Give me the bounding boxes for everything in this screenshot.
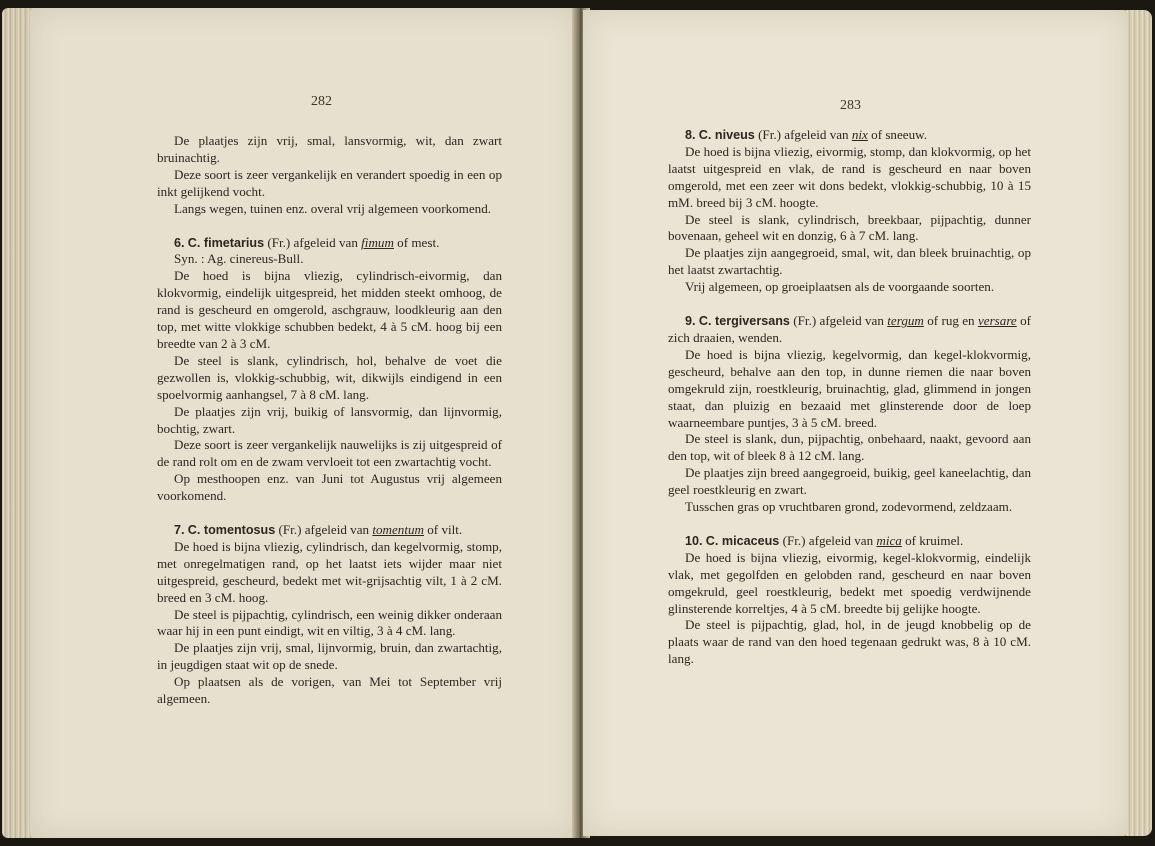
- page-number-right: 283: [840, 98, 861, 113]
- species-heading-10: 10. C. micaceus (Fr.) afgeleid van mica of kruimel.: [685, 532, 964, 548]
- paragraph: De plaatjes zijn vrij, buikig of lansvormig, dan lijnvormig, bochtig, zwart.: [157, 403, 502, 436]
- paragraph: De hoed is bijna vliezig, kegelvormig, dan kegel-klokvormig, gescheurd, behalve aan den top, in dunne riemen die naar boven omgekruld zijn, roestkleurig, bruinachtig, glad, glimmend in jongen staat, dan pluizig en bezaaid met glinsterende door de loep waarneembare puntjes, 3 à 5 cM. breed.: [668, 346, 1031, 430]
- right-page-text: [668, 127, 1031, 668]
- species-name: C. tergiversans: [698, 314, 790, 329]
- paragraph: De hoed is bijna vliezig, cylindrisch-eivormig, dan klokvormig, eindelijk uitgespreid, het midden steekt omhoog, de rand is gescheurd en omgerold, aschgrauw, loodkleurig aan den top, met witte vlokkige schubben bedekt, 4 à 5 cM. hoog bij een breedte van 2 à 3 cM.: [157, 268, 502, 351]
- paragraph: Vrij algemeen, op groeiplaatsen als de voorgaande soorten.: [685, 279, 995, 295]
- species-number: 9.: [685, 314, 696, 329]
- paragraph: Op mesthoopen enz. van Juni tot Augustus vrij algemeen voorkomend.: [157, 471, 502, 504]
- paragraph: De plaatjes zijn vrij, smal, lansvormig, wit, dan zwart bruinachtig.: [157, 133, 502, 165]
- etymology-word: fimum: [361, 234, 394, 250]
- page-number-left: 282: [311, 94, 332, 109]
- paragraph: De steel is pijpachtig, cylindrisch, een weinig dikker onderaan waar hij in een punt eindigt, wit en viltig, 3 à 4 cM. lang.: [157, 606, 502, 639]
- etymology-word: tomentum: [372, 522, 424, 538]
- paragraph: De steel is slank, dun, pijpachtig, onbehaard, naakt, gevoord aan den top, wit of bleek 8 à 12 cM. lang.: [668, 431, 1031, 464]
- paragraph: De hoed is bijna vliezig, eivormig, kegel-klokvormig, eindelijk vlak, met gegolfden en gelobden rand, gescheurd en naar boven omgekruld, geel roestkleurig, bedekt met spoedig verdwijnende glinsterende korreltjes, 4 à 5 cM. breedte bij gelijke hoogte.: [668, 549, 1031, 616]
- species-number: 7.: [174, 523, 185, 538]
- species-number: 10.: [685, 533, 703, 548]
- species-name: C. niveus: [698, 128, 755, 142]
- species-heading-6: 6. C. fimetarius (Fr.) afgeleid van fimum of mest.: [174, 234, 440, 250]
- paragraph: Op plaatsen als de vorigen, van Mei tot September vrij algemeen.: [157, 674, 502, 707]
- paragraph: De hoed is bijna vliezig, eivormig, stomp, dan klokvormig, op het laatst uitgespreid en vlak, de rand is gescheurd en naar boven omgerold, met een zeer wit dons bedekt, vlokkig-schubbig, 10 à 15 mM. breed bij 3 cM. hoogte.: [668, 143, 1031, 210]
- paragraph: Deze soort is zeer vergankelijk en verandert spoedig in een op inkt gelijkend vocht.: [157, 166, 502, 199]
- paragraph: Tusschen gras op vruchtbaren grond, zodevormend, zeldzaam.: [685, 499, 1013, 515]
- paragraph: De plaatjes zijn aangegroeid, smal, wit, dan bleek bruinachtig, op het laatst zwartachtig.: [668, 245, 1031, 278]
- paragraph: De hoed is bijna vliezig, cylindrisch, dan kegelvormig, stomp, met onregelmatigen rand, op het laatst iets wijder maar niet uitgespreid, gescheurd, bedekt met wit-grijsachtig vilt, 1 à 2 cM. breed en 3 cM. hoog.: [157, 538, 502, 605]
- species-number: 8.: [685, 128, 696, 142]
- left-page-text: [157, 133, 502, 708]
- paragraph: De plaatjes zijn breed aangegroeid, buikig, geel kaneelachtig, dan geel roestkleurig en zwart.: [668, 465, 1031, 498]
- species-heading-9: 9. C. tergiversans (Fr.) afgeleid van tergum of rug en versare of zich draaien, wenden.: [668, 313, 1031, 345]
- species-name: C. micaceus: [705, 533, 780, 548]
- paragraph: De steel is slank, cylindrisch, breekbaar, pijpachtig, dunner bovenaan, geheel wit en donzig, 6 à 7 cM. lang.: [668, 211, 1031, 244]
- synonym: Syn. : Ag. cinereus-Bull.: [174, 251, 304, 267]
- paragraph: Deze soort is zeer vergankelijk nauwelijks is zij uitgespreid of de rand rolt om en de zwam vervloeit tot een zwartachtig vocht.: [157, 437, 502, 470]
- paragraph: Langs wegen, tuinen enz. overal vrij algemeen voorkomend.: [174, 200, 492, 216]
- species-number: 6.: [174, 235, 185, 250]
- species-heading-7: 7. C. tomentosus (Fr.) afgeleid van tomentum of vilt.: [174, 522, 463, 538]
- species-name: C. fimetarius: [187, 235, 265, 250]
- etymology-word: versare: [977, 313, 1017, 329]
- right-page: [583, 10, 1128, 836]
- species-heading-8: 8. C. niveus (Fr.) afgeleid van nix of sneeuw.: [685, 127, 928, 142]
- species-name: C. tomentosus: [187, 523, 276, 538]
- etymology-word: nix: [851, 127, 868, 142]
- paragraph: De plaatjes zijn vrij, smal, lijnvormig, bruin, dan zwartachtig, in jeugdigen staat wit op de snede.: [157, 640, 502, 673]
- paragraph: De steel is pijpachtig, glad, hol, in de jeugd knobbelig op de plaats waar de rand van den hoed tegenaan gedrukt was, 8 à 10 cM. lang.: [668, 617, 1031, 667]
- paragraph: De steel is slank, cylindrisch, hol, behalve de voet die gezwollen is, vlokkig-schubbig, wit, dikwijls eindigend in een spoelvormig aanhangsel, 7 à 8 cM. lang.: [157, 352, 502, 402]
- right-page-edges: [1126, 10, 1152, 836]
- left-page: [30, 8, 579, 838]
- etymology-word: tergum: [887, 313, 924, 329]
- etymology-word: mica: [876, 532, 902, 548]
